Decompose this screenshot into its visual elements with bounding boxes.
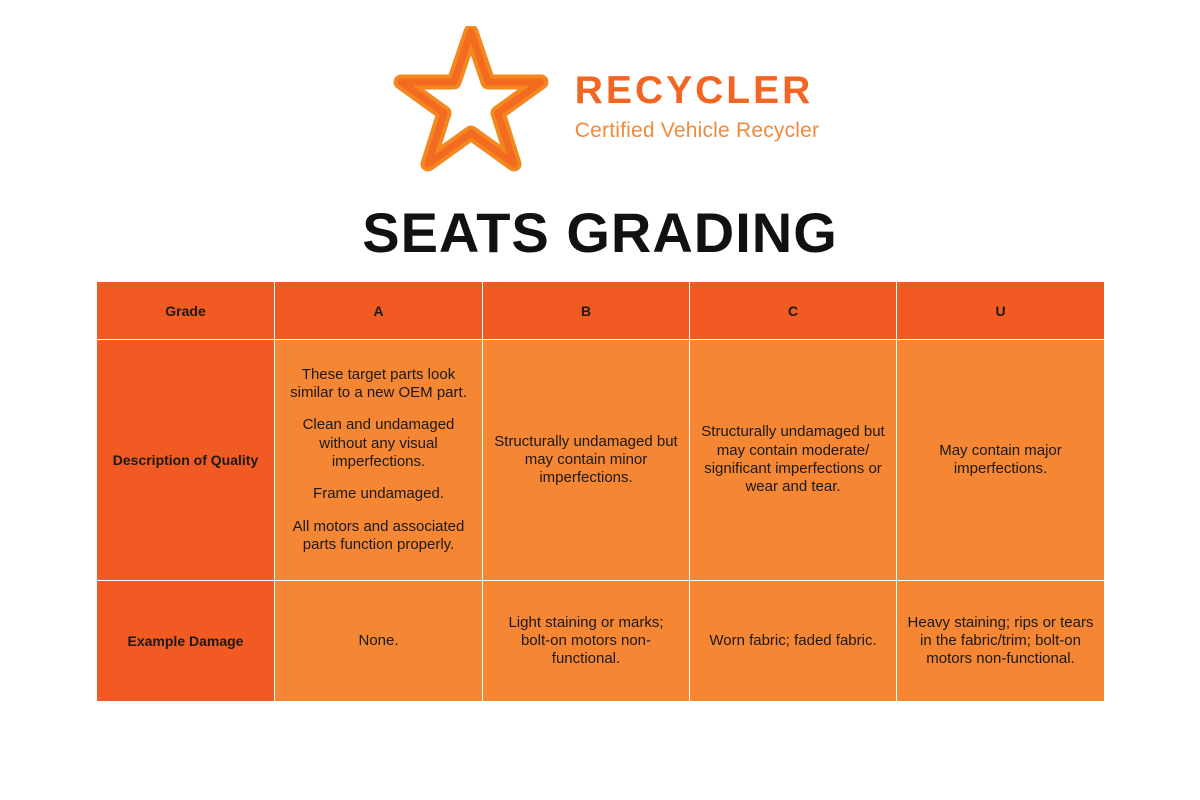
table-row bbox=[97, 581, 1105, 702]
logo-brand: RECYCLER bbox=[574, 69, 814, 112]
cell-paragraph: Heavy staining; rips or tears in the fabric/trim; bolt-on motors non-functional. bbox=[907, 613, 1094, 668]
star-icon bbox=[381, 26, 561, 176]
cell-paragraph: Light staining or marks; bolt-on motors non-functional. bbox=[508, 613, 664, 668]
column-header-a: A bbox=[275, 282, 483, 340]
logo-text bbox=[575, 71, 819, 141]
cell-damage-c bbox=[690, 581, 897, 702]
row-header-description-of-quality: Description of Quality bbox=[97, 340, 275, 581]
cell-description-u bbox=[897, 340, 1105, 581]
cell-description-a bbox=[275, 340, 483, 581]
cell-paragraph: Clean and undamaged without any visual imperfections. bbox=[302, 416, 455, 470]
cell-description-c bbox=[690, 340, 897, 581]
cell-damage-a bbox=[275, 581, 483, 702]
table-header-row bbox=[97, 282, 1105, 340]
cell-damage-b bbox=[483, 581, 690, 702]
cell-paragraph: Worn fabric; faded fabric. bbox=[709, 631, 877, 649]
column-header-b: B bbox=[483, 282, 690, 340]
grading-table bbox=[96, 281, 1105, 702]
cell-paragraph: Structurally undamaged but may contain moderate/ significant imperfections or wear and tear. bbox=[701, 423, 885, 496]
cell-paragraph: These target parts look similar to a new OEM part. bbox=[290, 365, 467, 402]
cell-paragraph: May contain major imperfections. bbox=[939, 441, 1062, 477]
cell-paragraph: All motors and associated parts function properly. bbox=[292, 517, 465, 553]
column-header-grade: Grade bbox=[97, 282, 275, 340]
cell-description-b bbox=[483, 340, 690, 581]
cell-paragraph: Structurally undamaged but may contain minor imperfections. bbox=[494, 432, 678, 487]
logo-tagline: Certified Vehicle Recycler bbox=[574, 119, 820, 142]
column-header-u: U bbox=[897, 282, 1105, 340]
grading-table-wrapper bbox=[96, 281, 1104, 702]
cell-damage-u bbox=[897, 581, 1105, 702]
row-header-example-damage: Example Damage bbox=[97, 581, 275, 702]
page-title: SEATS GRADING bbox=[362, 201, 838, 264]
logo bbox=[0, 0, 1200, 176]
column-header-c: C bbox=[690, 282, 897, 340]
cell-paragraph: None. bbox=[358, 631, 399, 649]
cell-paragraph: Frame undamaged. bbox=[313, 485, 444, 503]
table-row bbox=[97, 340, 1105, 581]
